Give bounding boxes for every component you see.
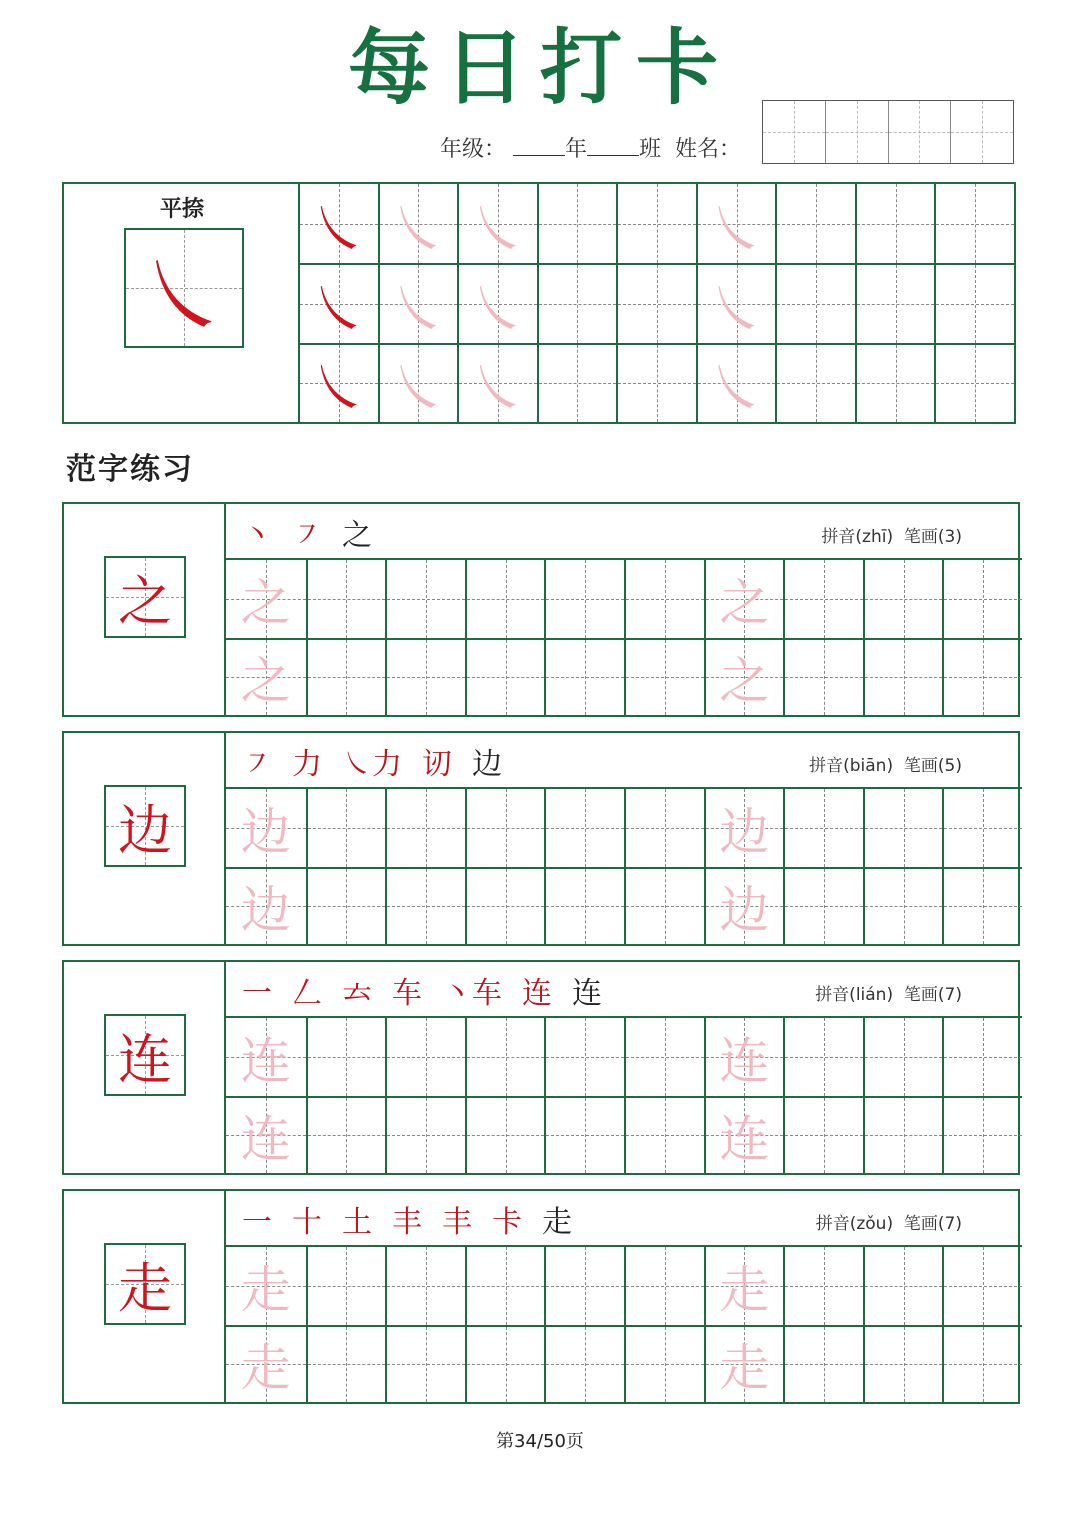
- writing-cell[interactable]: [306, 560, 386, 638]
- writing-cell[interactable]: [385, 638, 465, 716]
- trace-char: 走: [240, 1260, 291, 1319]
- stroke-order-step: 丰: [442, 1205, 472, 1240]
- writing-cell[interactable]: [863, 1325, 943, 1403]
- char-meta: [809, 751, 962, 776]
- trace-char: 之: [719, 573, 770, 632]
- trace-char: 连: [240, 1031, 291, 1090]
- stroke-guide-glyph: ㇏: [468, 194, 527, 263]
- stroke-grid-cell[interactable]: [696, 263, 776, 342]
- stroke-guide-glyph: ㇏: [389, 194, 448, 263]
- writing-cell[interactable]: [783, 867, 863, 945]
- writing-cell[interactable]: [385, 1247, 465, 1325]
- writing-cell[interactable]: [544, 867, 624, 945]
- writing-cell[interactable]: [704, 1096, 784, 1174]
- stroke-guide-glyph: ㇏: [707, 354, 766, 423]
- stroke-grid-cell[interactable]: [378, 184, 458, 263]
- writing-cell[interactable]: [226, 560, 306, 638]
- writing-grid: [226, 558, 1022, 715]
- stroke-grid-cell[interactable]: [298, 184, 378, 263]
- stroke-guide-glyph: ㇏: [468, 354, 527, 423]
- writing-cell[interactable]: [704, 789, 784, 867]
- writing-cell[interactable]: [306, 1018, 386, 1096]
- stroke-grid-cell[interactable]: [855, 184, 935, 263]
- writing-cell[interactable]: [544, 560, 624, 638]
- grade-label: 年级：: [440, 137, 507, 162]
- sample-char: 走: [118, 1256, 172, 1320]
- stroke-grid-cell[interactable]: [934, 343, 1014, 422]
- sample-char: 边: [118, 798, 172, 862]
- writing-cell[interactable]: [226, 789, 306, 867]
- stroke-practice-grid: [298, 184, 1014, 422]
- writing-cell[interactable]: [942, 867, 1022, 945]
- stroke-order: [242, 510, 392, 554]
- stroke-order-step: 卡: [492, 1205, 522, 1240]
- stroke-order-step: 丶车: [442, 976, 502, 1011]
- writing-cell[interactable]: [385, 789, 465, 867]
- writing-cell[interactable]: [942, 1096, 1022, 1174]
- year-label: 年: [565, 137, 588, 162]
- writing-cell[interactable]: [624, 1325, 704, 1403]
- writing-cell[interactable]: [863, 560, 943, 638]
- sample-char-box: [104, 785, 186, 867]
- stroke-order-step: ㇏力: [342, 747, 402, 782]
- writing-cell[interactable]: [465, 1096, 545, 1174]
- name-cell[interactable]: [763, 101, 826, 163]
- writing-cell[interactable]: [704, 1247, 784, 1325]
- sample-char: 之: [118, 569, 172, 633]
- writing-cell[interactable]: [544, 1096, 624, 1174]
- sample-char-box: [104, 1014, 186, 1096]
- name-label: 姓名：: [675, 137, 742, 162]
- section-heading: 范字练习: [66, 452, 194, 487]
- stroke-order-step: 丰: [392, 1205, 422, 1240]
- char-meta: [821, 522, 962, 547]
- writing-cell[interactable]: [783, 1247, 863, 1325]
- stroke-grid-cell[interactable]: [616, 263, 696, 342]
- writing-cell[interactable]: [783, 638, 863, 716]
- writing-cell[interactable]: [942, 638, 1022, 716]
- stroke-order-step: 𠃋: [292, 976, 322, 1011]
- page-title: 每日打卡: [347, 20, 732, 116]
- stroke-grid-cell[interactable]: [537, 263, 617, 342]
- stroke-grid-cell[interactable]: [378, 263, 458, 342]
- sample-char: 连: [118, 1027, 172, 1091]
- writing-cell[interactable]: [783, 789, 863, 867]
- writing-cell[interactable]: [306, 1096, 386, 1174]
- writing-cell[interactable]: [942, 1325, 1022, 1403]
- stroke-grid-cell[interactable]: [457, 263, 537, 342]
- stroke-order-step: 一: [242, 1205, 272, 1240]
- writing-cell[interactable]: [624, 560, 704, 638]
- writing-cell[interactable]: [704, 638, 784, 716]
- writing-cell[interactable]: [783, 1018, 863, 1096]
- writing-cell[interactable]: [942, 789, 1022, 867]
- writing-cell[interactable]: [465, 1018, 545, 1096]
- stroke-grid-cell[interactable]: [616, 184, 696, 263]
- writing-cell[interactable]: [624, 1096, 704, 1174]
- student-info-line: [440, 132, 741, 163]
- writing-cell[interactable]: [624, 789, 704, 867]
- trace-char: 走: [240, 1339, 291, 1398]
- stroke-grid-cell[interactable]: [537, 184, 617, 263]
- writing-cell[interactable]: [385, 560, 465, 638]
- stroke-grid-cell[interactable]: [298, 343, 378, 422]
- writing-cell[interactable]: [385, 1096, 465, 1174]
- stroke-order-step: 十: [292, 1205, 322, 1240]
- writing-cell[interactable]: [544, 1018, 624, 1096]
- stroke-grid-cell[interactable]: [775, 263, 855, 342]
- writing-cell[interactable]: [226, 1325, 306, 1403]
- stroke-order-step: 土: [342, 1205, 372, 1240]
- grade-field[interactable]: [513, 135, 565, 156]
- stroke-order: [242, 1197, 592, 1241]
- writing-cell[interactable]: [306, 867, 386, 945]
- practice-area: [224, 962, 1022, 1173]
- trace-char: 连: [719, 1110, 770, 1169]
- trace-char: 之: [719, 652, 770, 711]
- writing-cell[interactable]: [544, 789, 624, 867]
- writing-cell[interactable]: [863, 867, 943, 945]
- stroke-guide-glyph: ㇏: [309, 275, 368, 343]
- pinyin: 拼音(zhī): [821, 527, 894, 547]
- stroke-order-step: 之: [342, 518, 372, 553]
- writing-cell[interactable]: [385, 867, 465, 945]
- stroke-grid-cell[interactable]: [855, 263, 935, 342]
- trace-char: 走: [719, 1260, 770, 1319]
- stroke-sample-glyph: ㇏: [139, 244, 229, 349]
- stroke-grid-cell[interactable]: [696, 343, 776, 422]
- writing-cell[interactable]: [226, 1247, 306, 1325]
- sample-char-box: [104, 1243, 186, 1325]
- stroke-guide-glyph: ㇏: [309, 194, 368, 263]
- writing-cell[interactable]: [465, 867, 545, 945]
- name-grid[interactable]: [762, 100, 1014, 164]
- stroke-name: 平捺: [159, 196, 204, 222]
- stroke-order-step: 一: [242, 976, 272, 1011]
- stroke-count: 笔画(5): [903, 756, 962, 776]
- name-cell[interactable]: [889, 101, 952, 163]
- stroke-grid-cell[interactable]: [457, 343, 537, 422]
- practice-area: [224, 733, 1022, 944]
- writing-cell[interactable]: [704, 867, 784, 945]
- writing-grid: [226, 1245, 1022, 1402]
- writing-cell[interactable]: [226, 638, 306, 716]
- stroke-guide-glyph: ㇏: [389, 275, 448, 343]
- writing-cell[interactable]: [704, 1325, 784, 1403]
- stroke-guide-glyph: ㇏: [707, 194, 766, 263]
- trace-char: 连: [719, 1031, 770, 1090]
- character-panel: [62, 731, 1020, 946]
- writing-cell[interactable]: [704, 560, 784, 638]
- stroke-order-step: 车: [392, 976, 422, 1011]
- stroke-practice-panel: [62, 182, 1016, 424]
- writing-cell[interactable]: [544, 1325, 624, 1403]
- stroke-sample-box: [124, 228, 244, 348]
- writing-cell[interactable]: [465, 1325, 545, 1403]
- writing-cell[interactable]: [544, 638, 624, 716]
- page-number: 第34/50页: [496, 1431, 584, 1452]
- practice-area: [224, 1191, 1022, 1402]
- name-cell[interactable]: [826, 101, 889, 163]
- stroke-order-step: 𠫓: [342, 976, 372, 1011]
- writing-cell[interactable]: [226, 867, 306, 945]
- writing-cell[interactable]: [783, 1096, 863, 1174]
- practice-area: [224, 504, 1022, 715]
- stroke-grid-cell[interactable]: [934, 263, 1014, 342]
- trace-char: 连: [240, 1110, 291, 1169]
- class-field[interactable]: [587, 135, 639, 156]
- stroke-count: 笔画(7): [903, 985, 962, 1005]
- writing-cell[interactable]: [306, 1247, 386, 1325]
- writing-grid: [226, 787, 1022, 944]
- character-panel: [62, 1189, 1020, 1404]
- stroke-guide-glyph: ㇏: [468, 275, 527, 343]
- stroke-order-step: 连: [522, 976, 552, 1011]
- stroke-grid-cell[interactable]: [696, 184, 776, 263]
- writing-cell[interactable]: [783, 1325, 863, 1403]
- character-panel: [62, 502, 1020, 717]
- writing-cell[interactable]: [226, 1018, 306, 1096]
- writing-cell[interactable]: [624, 1247, 704, 1325]
- writing-cell[interactable]: [624, 867, 704, 945]
- character-panel: [62, 960, 1020, 1175]
- stroke-order-step: ㇇: [242, 747, 272, 782]
- stroke-grid-cell[interactable]: [934, 184, 1014, 263]
- writing-cell[interactable]: [544, 1247, 624, 1325]
- stroke-grid-cell[interactable]: [855, 343, 935, 422]
- stroke-grid-cell[interactable]: [378, 343, 458, 422]
- writing-cell[interactable]: [863, 1247, 943, 1325]
- writing-cell[interactable]: [385, 1018, 465, 1096]
- writing-cell[interactable]: [942, 1247, 1022, 1325]
- writing-cell[interactable]: [624, 638, 704, 716]
- stroke-guide-glyph: ㇏: [707, 275, 766, 343]
- trace-char: 边: [240, 881, 291, 940]
- writing-cell[interactable]: [942, 1018, 1022, 1096]
- char-meta: [816, 1209, 962, 1234]
- stroke-order-step: 讱: [422, 747, 452, 782]
- name-cell[interactable]: [951, 101, 1013, 163]
- trace-char: 走: [719, 1339, 770, 1398]
- writing-cell[interactable]: [942, 560, 1022, 638]
- writing-cell[interactable]: [385, 1325, 465, 1403]
- stroke-grid-cell[interactable]: [457, 184, 537, 263]
- stroke-order: [242, 968, 622, 1012]
- writing-cell[interactable]: [863, 638, 943, 716]
- stroke-grid-cell[interactable]: [775, 343, 855, 422]
- stroke-count: 笔画(7): [903, 1214, 962, 1234]
- trace-char: 边: [719, 881, 770, 940]
- writing-cell[interactable]: [465, 560, 545, 638]
- writing-grid: [226, 1016, 1022, 1173]
- stroke-count: 笔画(3): [903, 527, 962, 547]
- stroke-order-step: 连: [572, 976, 602, 1011]
- writing-cell[interactable]: [465, 1247, 545, 1325]
- writing-cell[interactable]: [306, 1325, 386, 1403]
- writing-cell[interactable]: [465, 638, 545, 716]
- writing-cell[interactable]: [783, 560, 863, 638]
- stroke-guide-glyph: ㇏: [389, 354, 448, 423]
- writing-cell[interactable]: [863, 1018, 943, 1096]
- stroke-grid-cell[interactable]: [616, 343, 696, 422]
- stroke-grid-cell[interactable]: [298, 263, 378, 342]
- stroke-order-step: 走: [542, 1205, 572, 1240]
- writing-cell[interactable]: [306, 789, 386, 867]
- writing-cell[interactable]: [624, 1018, 704, 1096]
- trace-char: 边: [719, 802, 770, 861]
- stroke-order-step: 丶: [242, 518, 272, 553]
- pinyin: 拼音(zǒu): [815, 1214, 894, 1234]
- char-meta: [815, 980, 962, 1005]
- stroke-order-step: 力: [292, 747, 322, 782]
- stroke-order: [242, 739, 522, 783]
- sample-char-box: [104, 556, 186, 638]
- stroke-order-step: 边: [472, 747, 502, 782]
- writing-cell[interactable]: [306, 638, 386, 716]
- trace-char: 边: [240, 802, 291, 861]
- writing-cell[interactable]: [863, 1096, 943, 1174]
- writing-cell[interactable]: [226, 1096, 306, 1174]
- pinyin: 拼音(biān): [809, 756, 894, 776]
- stroke-guide-glyph: ㇏: [309, 354, 368, 423]
- pinyin: 拼音(lián): [815, 985, 894, 1005]
- class-label: 班: [639, 137, 662, 162]
- trace-char: 之: [240, 652, 291, 711]
- stroke-grid-cell[interactable]: [537, 343, 617, 422]
- writing-cell[interactable]: [465, 789, 545, 867]
- stroke-grid-cell[interactable]: [775, 184, 855, 263]
- writing-cell[interactable]: [863, 789, 943, 867]
- writing-cell[interactable]: [704, 1018, 784, 1096]
- trace-char: 之: [240, 573, 291, 632]
- stroke-order-step: ㇇: [292, 518, 322, 553]
